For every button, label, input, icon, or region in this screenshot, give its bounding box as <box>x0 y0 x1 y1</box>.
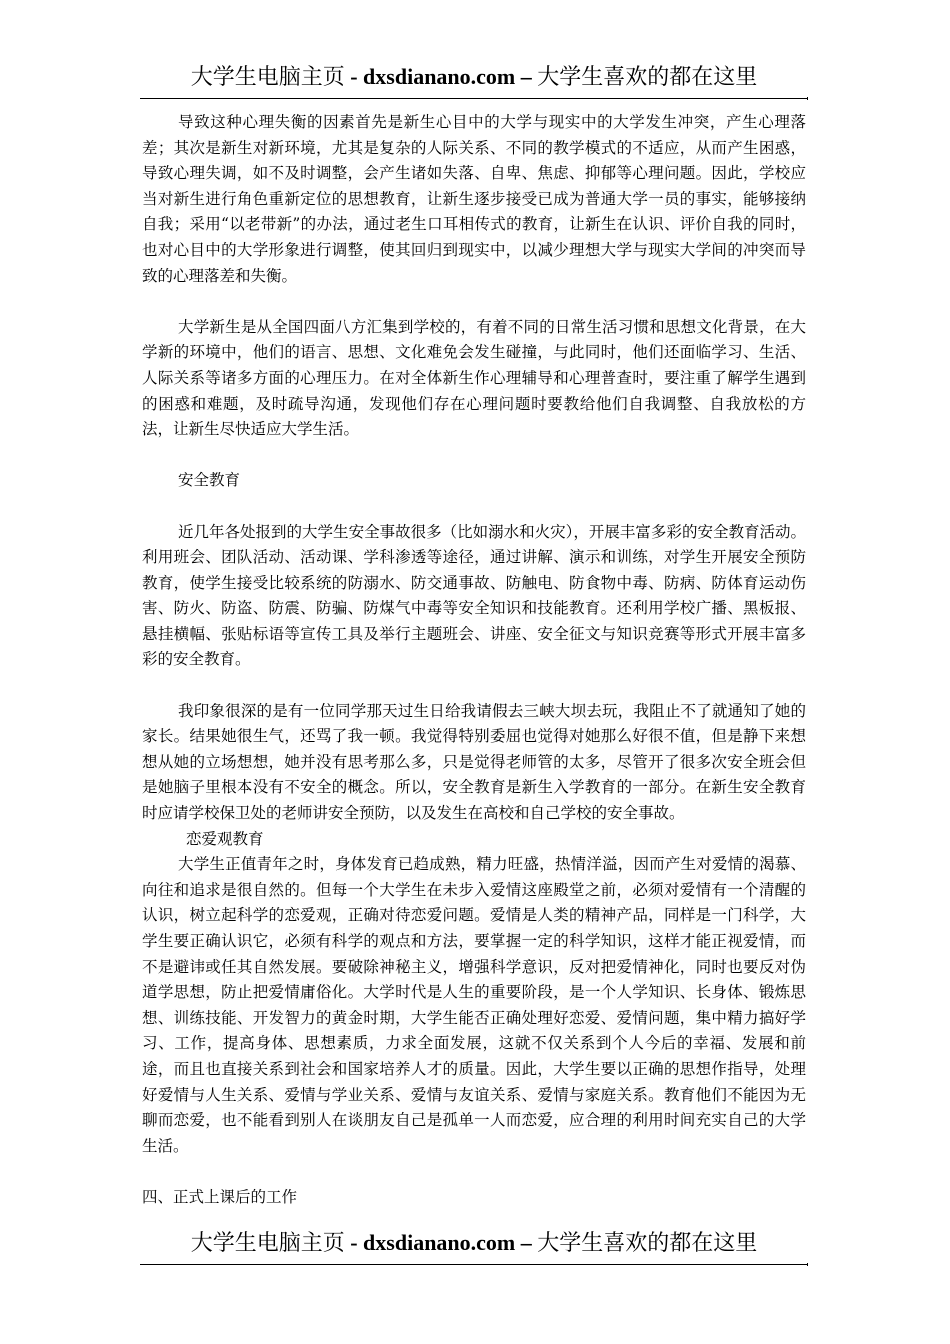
header-separator: - <box>344 64 364 89</box>
paragraph-safety-anecdote: 我印象很深的是有一位同学那天过生日给我请假去三峡大坝去玩，我阻止不了就通知了她的家长。结果她很生气，还骂了我一顿。我觉得特别委屈也觉得对她那么好很不值，但是静下来想想从她的立场想想，她并没有思考那么多，只是觉得老师管的太多，尽管开了很多次安全班会但是她脑子里根本没有不安全的概念。所以，安全教育是新生入学教育的一部分。在新生安全教育时应请学校保卫处的老师讲安全预防，以及发生在高校和自己学校的安全事故。 <box>142 701 806 823</box>
paragraph-counseling: 大学新生是从全国四面八方汇集到学校的，有着不同的日常生活习惯和思想文化背景，在大学新的环境中，他们的语言、思想、文化难免会发生碰撞，与此同时，他们还面临学习、生活、人际关系等诸多方面的心理压力。在对全体新生作心理辅导和心理普查时，要注重了解学生遇到的困惑和难题，及时疏导沟通，发现他们存在心理问题时要教给他们自我调整、自我放松的方法，让新生尽快适应大学生活。 <box>142 317 806 439</box>
footer-brand-name: 大学生电脑主页 <box>190 1231 345 1256</box>
blank-line <box>142 494 806 520</box>
header-brand-name: 大学生电脑主页 <box>190 65 345 90</box>
blank-line <box>142 443 806 469</box>
header-rule <box>140 98 808 99</box>
footer-rule-tick <box>807 1263 808 1266</box>
footer-dash: – <box>515 1230 538 1255</box>
heading-love-education: 恋爱观教育 <box>186 829 264 848</box>
paragraph-love-views: 大学生正值青年之时，身体发育已趋成熟，精力旺盛，热情洋溢，因而产生对爱情的渴慕、向往和追求是很自然的。但每一个大学生在未步入爱情这座殿堂之前，必须对爱情有一个清醒的认识，树立起科学的恋爱观，正确对待恋爱问题。爱情是人类的精神产品，同样是一门科学，大学生要正确认识它，必须有科学的观点和方法，要掌握一定的科学知识，这样才能正视爱情，而不是避讳或任其自然发展。要破除神秘主义，增强科学意识，反对把爱情神化，同时也要反对伪道学思想，防止把爱情庸俗化。大学时代是人生的重要阶段，是一个人学知识、长身体、锻炼思想、训练技能、开发智力的黄金时期，大学生能否正确处理好恋爱、爱情问题，集中精力搞好学习、工作，提高身体、思想素质，力求全面发展，这就不仅关系到个人今后的幸福、发展和前途，而且也直接关系到社会和国家培养人才的质量。因此，大学生要以正确的思想作指导，处理好爱情与人生关系、爱情与学业关系、爱情与友谊关系、爱情与家庭关系。教育他们不能因为无聊而恋爱，也不能看到别人在谈朋友自己是孤单一人而恋爱，应合理的利用时间充实自己的大学生活。 <box>142 855 806 1155</box>
blank-line <box>142 673 806 699</box>
footer-rule <box>140 1264 808 1265</box>
header-domain-link[interactable]: dxsdianano.com <box>363 64 516 89</box>
document-body <box>142 110 806 1211</box>
header-slogan: 大学生喜欢的都在这里 <box>537 65 758 90</box>
blank-line <box>142 1159 806 1185</box>
header-rule-tick <box>807 97 808 100</box>
footer-slogan: 大学生喜欢的都在这里 <box>537 1231 758 1256</box>
footer-separator: - <box>344 1230 364 1255</box>
paragraph-adjustment: 导致这种心理失衡的因素首先是新生心目中的大学与现实中的大学发生冲突，产生心理落差；其次是新生对新环境，尤其是复杂的人际关系、不同的教学模式的不适应，从而产生困惑，导致心理失调，如不及时调整，会产生诸如失落、自卑、焦虑、抑郁等心理问题。因此，学校应当对新生进行角色重新定位的思想教育，让新生逐步接受已成为普通大学一员的事实，能够接纳自我；采用“以老带新”的办法，通过老生口耳相传式的教育，让新生在认识、评价自我的同时，也对心目中的大学形象进行调整，使其回归到现实中，以减少理想大学与现实大学间的冲突而导致的心理落差和失衡。 <box>142 113 806 285</box>
page-footer <box>140 1228 808 1259</box>
heading-section-four: 四、正式上课后的工作 <box>142 1187 298 1206</box>
blank-line <box>142 289 806 315</box>
page-header <box>140 62 808 93</box>
heading-safety-education: 安全教育 <box>178 471 241 490</box>
header-dash: – <box>515 64 538 89</box>
footer-domain-link[interactable]: dxsdianano.com <box>363 1230 516 1255</box>
paragraph-safety-activities: 近几年各处报到的大学生安全事故很多（比如溺水和火灾），开展丰富多彩的安全教育活动。利用班会、团队活动、活动课、学科渗透等途径，通过讲解、演示和训练，对学生开展安全预防教育，使学生接受比较系统的防溺水、防交通事故、防触电、防食物中毒、防病、防体育运动伤害、防火、防盗、防震、防骗、防煤气中毒等安全知识和技能教育。还利用学校广播、黑板报、悬挂横幅、张贴标语等宣传工具及举行主题班会、讲座、安全征文与知识竞赛等形式开展丰富多彩的安全教育。 <box>142 522 806 669</box>
